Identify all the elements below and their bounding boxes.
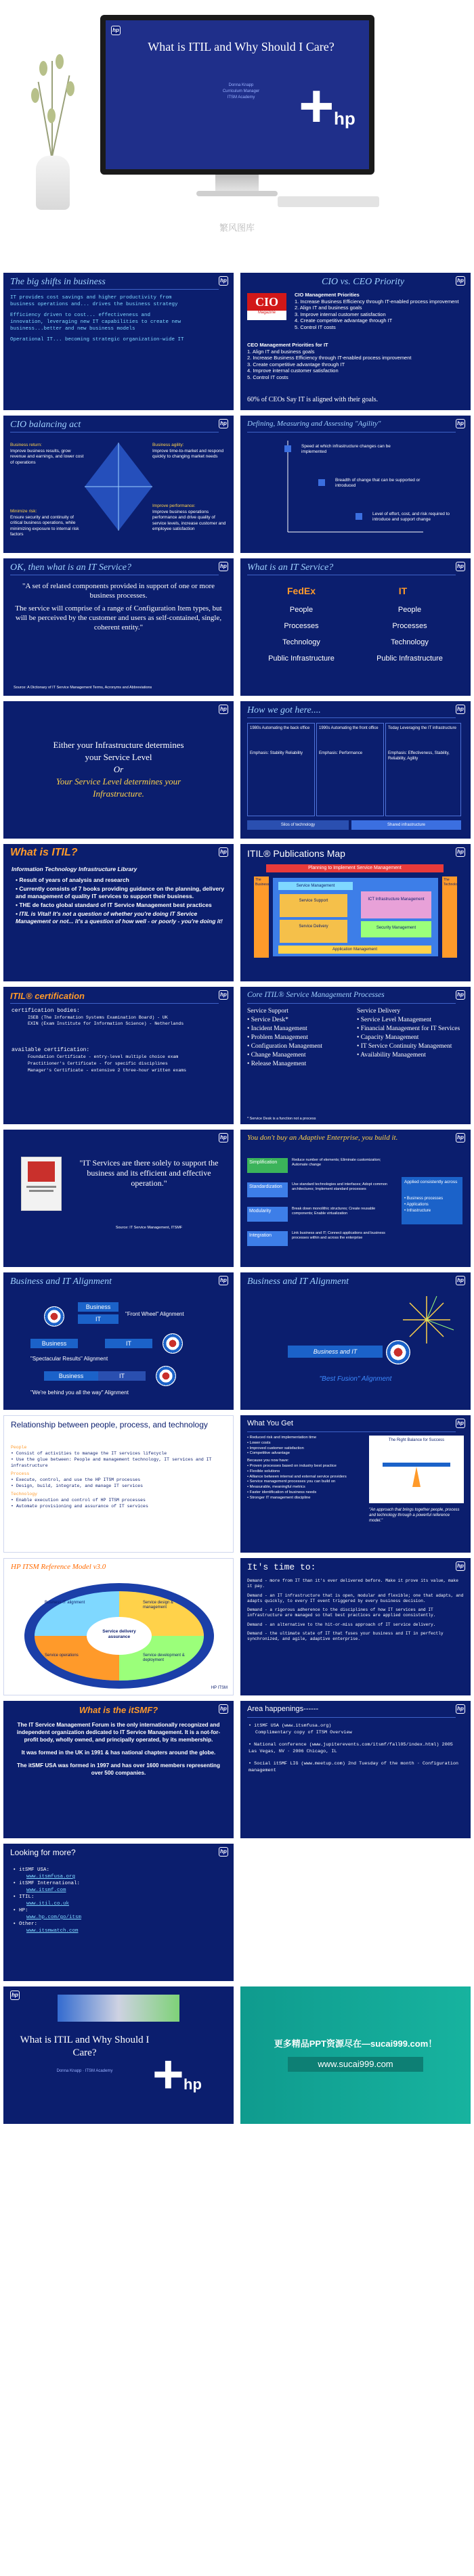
stage-simplification: Simplification xyxy=(247,1158,288,1173)
hp-plus-logo: + hp xyxy=(299,72,356,140)
business-agility: Business agility: Improve time-to-market and respond quickly to changing market needs xyxy=(152,443,224,459)
service-management-block: Service Management Service Support Service Delivery ICT Infrastructure Management Security Management Application Management xyxy=(273,878,438,956)
hp-logo-icon: hp xyxy=(219,705,228,714)
model-center: Service delivery assurance xyxy=(102,1629,136,1639)
hp-logo-icon: hp xyxy=(111,26,121,35)
slide-title: Business and IT Alignment xyxy=(247,1276,349,1287)
slide-core-processes xyxy=(240,987,471,1124)
planning-bar: Planning to Implement Service Management xyxy=(266,864,444,872)
slide-title: What is an IT Service? xyxy=(247,562,334,573)
slide-certification xyxy=(3,987,234,1124)
service-support-list: Service Support • Service Desk* • Incident Management • Problem Management • Configuration Management • Change Management • Release Management xyxy=(247,1008,322,1067)
hp-logo-icon: hp xyxy=(219,990,228,1000)
slide-title: The big shifts in business xyxy=(10,277,106,287)
what-you-get-list: • Reduced risk and implementation time • Lower costs • Improved customer satisfaction • Competitive advantage Because you now have: • Proven processes based on industry best practice • Flexible solutions • Alliance between internal and external service providers • Service management processes you can build on • Measurable, meaningful metrics • Faster identification of business needs • Stronger IT management discipline xyxy=(247,1436,347,1500)
balance-diamond-icon xyxy=(85,443,152,531)
behind-label: "We're behind you all the way" Alignment xyxy=(30,1390,129,1396)
slide-how-got-here xyxy=(240,701,471,839)
slide-title: Looking for more? xyxy=(10,1848,76,1857)
slide-hp-model: HP ITSM Reference Model v3.0 Service delivery assurance Business-IT alignment Service design & management Service development & deployment Service operations HP ITSM xyxy=(3,1558,234,1695)
hp-logo-icon: hp xyxy=(456,847,465,857)
business-arrow: Business xyxy=(78,1302,118,1312)
slide-title: CIO vs. CEO Priority xyxy=(322,277,405,287)
cert-bodies: certification bodies: ISEB (The Information Systems Examination Board) - UK EXIN (Exam Institute for Information Science) - Netherlands xyxy=(12,1008,184,1026)
applied-across-box: Applied consistently across • Business processes • Applications • Infrastructure xyxy=(402,1177,462,1224)
slide-title: What is the itSMF? xyxy=(79,1705,158,1715)
monitor-screen xyxy=(100,15,374,175)
quote-source: Source: A Dictionary of IT Service Management Terms, Acronyms and Abbreviations xyxy=(14,686,152,690)
hp-logo-icon: hp xyxy=(219,419,228,428)
front-wheel-label: "Front Wheel" Alignment xyxy=(125,1311,184,1317)
slide-either-or xyxy=(3,701,234,839)
slide-alignment-right xyxy=(240,1272,471,1410)
slide-looking-more xyxy=(3,1844,234,1981)
happenings-list: • itSMF USA (www.itsmfusa.org) Complimentary copy of ITSM Overview • National conference (www.jupiterevents.com/itsmf/fall05/index.html) 2005 Las Vegas, NV · 2006 Chicago, IL • Social itSMF LIG (www.meetup.com) 2nd Tuesday of the month · Configuration management xyxy=(249,1723,459,1773)
agility-breadth: Breadth of change that can be supported or introduced xyxy=(335,478,421,488)
it-header: IT xyxy=(398,585,408,596)
fedex-column: People Processes Technology Public Infrastructure xyxy=(268,606,335,663)
slide-title: How we got here.... xyxy=(247,705,321,715)
slide-it-services-quote xyxy=(3,1130,234,1267)
cert-available: available certification: Foundation Certificate - entry-level multiple choice exam Practitioner's Certificate - for specific disciplines Manager's Certificate - extensive 2 three-hour written exams xyxy=(12,1047,187,1073)
slide-title: You don't buy an Adaptive Enterprise, you build it. xyxy=(247,1134,398,1142)
quote-source: Source: IT Service Management, ITSMF xyxy=(115,1226,183,1230)
slide-title: What is ITIL? xyxy=(10,847,78,858)
hp-logo-icon: hp xyxy=(219,1276,228,1285)
hp-plus-logo: + hp xyxy=(152,2044,202,2104)
hp-logo-icon: hp xyxy=(456,1276,465,1285)
hp-logo-icon: hp xyxy=(10,1991,20,2000)
agility-speed: Speed at which infrastructure changes can be implemented xyxy=(301,444,391,454)
link-itsmfusa[interactable]: www.itsmfusa.org xyxy=(26,1874,76,1880)
era-1980s: 1980s Automating the back office Emphasis: Stability Reliability xyxy=(247,723,315,816)
hp-logo-icon: hp xyxy=(219,1133,228,1142)
slide-title: Area happenings------ xyxy=(247,1705,319,1713)
what-you-get-quote: "An approach that brings together people, process and technology through a powerful reference model." xyxy=(369,1508,460,1523)
agility-effort: Level of effort, cost, and risk required to introduce and support change xyxy=(372,512,450,522)
hp-logo-icon: hp xyxy=(456,705,465,714)
business-return: Business return: Improve business results, grow revenue and earnings, and lower cost of operations xyxy=(10,443,84,465)
it-column: People Processes Technology Public Infrastructure xyxy=(376,606,443,663)
ceo-footer: 60% of CEOs Say IT is aligned with their goals. xyxy=(247,396,379,403)
business-side xyxy=(254,876,269,958)
target-icon xyxy=(386,1340,410,1364)
hero-subtitle: Donna Knapp Curriculum Manager ITSM Academy xyxy=(222,83,260,99)
service-delivery-list: Service Delivery • Service Level Management • Financial Management for IT Services • Capacity Management • IT Service Continuity Management • Availability Management xyxy=(357,1008,460,1059)
people-photo xyxy=(58,1995,179,2022)
monitor-stand xyxy=(215,175,259,192)
it-services-quote: "IT Services are there solely to support the business and its efficient and effective operation." xyxy=(79,1158,219,1188)
it-arrow: IT xyxy=(78,1314,118,1324)
slide-its-time xyxy=(240,1558,471,1695)
target-icon xyxy=(156,1366,176,1386)
arrow-silos: Silos of technology xyxy=(247,820,349,830)
era-1990s: 1990s Automating the front office Emphasis: Performance xyxy=(316,723,384,816)
book-cover-icon xyxy=(21,1157,62,1211)
keyboard xyxy=(278,196,379,207)
slide-body: IT provides cost savings and higher productivity from business operations and... drives the business strategy Efficiency driven to cost... effectiveness and innovation, leveraging new IT capabilities to create new business...better and new business models Operational IT... becoming strategic organization-wide IT xyxy=(10,295,184,342)
fusion-arrow: Business and IT xyxy=(288,1346,383,1358)
hp-logo-icon: hp xyxy=(456,276,465,286)
technology-side xyxy=(442,876,457,958)
slide-title: Core ITIL® Service Management Processes xyxy=(247,991,385,999)
cio-magazine-logo: CIO Magazine xyxy=(247,293,286,320)
hp-logo-icon: hp xyxy=(219,1704,228,1714)
slide-title: HP ITSM Reference Model v3.0 xyxy=(11,1563,106,1571)
hp-logo-icon: hp xyxy=(456,990,465,1000)
slide-area-happenings xyxy=(240,1701,471,1838)
hp-logo-icon: hp xyxy=(219,562,228,571)
slide-cio-priority xyxy=(240,273,471,410)
slide-title: Defining, Measuring and Assessing "Agility" xyxy=(247,420,381,428)
fusion-label: "Best Fusion" Alignment xyxy=(319,1375,392,1383)
slide-itsmf xyxy=(3,1701,234,1838)
hero-caption: 繁风图库 xyxy=(219,223,255,233)
slide-title: ITIL® Publications Map xyxy=(247,848,345,859)
hp-logo-icon: hp xyxy=(456,1561,465,1571)
slide-ok-it-service xyxy=(3,558,234,696)
stage-integration: Integration xyxy=(247,1231,288,1246)
closing-title: What is ITIL and Why Should I Care? xyxy=(20,2035,150,2058)
promo-line-1: 更多精品PPT资源尽在—sucai999.com！ xyxy=(274,2039,437,2049)
slide-title: CIO balancing act xyxy=(10,420,81,430)
hp-logo-icon: hp xyxy=(456,1704,465,1714)
hp-logo-icon: hp xyxy=(456,419,465,428)
link-itil[interactable]: www.itil.co.uk xyxy=(26,1901,70,1907)
hp-logo-icon: hp xyxy=(219,847,228,857)
hero-banner xyxy=(0,0,474,237)
slide-cio-balancing xyxy=(3,416,234,553)
closing-sub: Donna Knapp · ITSM Academy xyxy=(56,2069,113,2073)
fedex-header: FedEx xyxy=(286,585,316,596)
link-itsmf[interactable]: www.itsmf.com xyxy=(26,1888,66,1893)
slide-title: ITIL® certification xyxy=(10,991,85,1001)
monitor-base xyxy=(196,191,278,196)
hp-logo-icon: hp xyxy=(219,1847,228,1857)
stage-standardization: Standardization xyxy=(247,1182,288,1197)
link-other[interactable]: www.itsmwatch.com xyxy=(26,1928,79,1934)
slide-big-shifts xyxy=(3,273,234,410)
balance-diagram: The Right Balance for Success xyxy=(369,1436,464,1503)
hp-logo-icon: hp xyxy=(219,276,228,286)
slide-itil-map: hp ITIL® Publications Map Planning to Implement Service Management The Business The Technology Service Management Service Support Service Delivery ICT Infrastructure Management Security Management Application Management xyxy=(240,844,471,981)
itil-acronym: Information Technology Infrastructure Library xyxy=(12,866,137,872)
spectacular-label: "Spectacular Results" Alignment xyxy=(30,1356,108,1362)
core-footnote: * Service Desk is a function not a process xyxy=(247,1117,316,1121)
slide-title: What You Get xyxy=(247,1419,293,1427)
slide-what-is-itil xyxy=(3,844,234,981)
its-time-list: Demand - more from IT than it's ever delivered before. Make it prove its value, make it pay. Demand - an IT infrastructure that is open, modular and flexible; one that adapts, and adapts quickly, to every IT event triggered by every business decision. Demand - a rigorous adherence to the disciplines of how IT services and IT infrastructure are managed so that best practices are applied consistently. Demand - an alternative to the hit-or-miss approach of IT service delivery. Demand - the ultimate state of IT that fuses your business and IT in perfectly synchronized, and agile, adaptive enterprise. xyxy=(247,1578,464,1642)
hp-logo-icon: hp xyxy=(456,1133,465,1142)
slide-defining-agility xyxy=(240,416,471,553)
itsmf-body: The IT Service Management Forum is the only internationally recognized and independent organization dedicated to IT Service Management. It is a not-for-profit body, wholly owned, and principally operated, by its membership. It was formed in the UK in 1991 & has national chapters around the globe. The itSMF USA was formed in 1997 and has over 1600 members representing over 500 companies. xyxy=(16,1722,221,1776)
slide-what-you-get xyxy=(240,1415,471,1553)
promo-banner[interactable] xyxy=(240,1986,471,2124)
links-list: • itSMF USA: www.itsmfusa.org • itSMF International: www.itsmf.com • ITIL: www.itil.co.uk • HP: www.hp.com/go/itsm • Other: www.itsmwatch.com xyxy=(13,1867,223,1934)
slide-closing xyxy=(3,1986,234,2124)
vase-illustration xyxy=(12,41,93,217)
slide-title: Relationship between people, process, and technology xyxy=(11,1420,208,1429)
slide-title: OK, then what is an IT Service? xyxy=(10,562,132,573)
improve-performance: Improve performance: Improve business operations performance and drive quality of service levels, increase customer and employee satisfaction xyxy=(152,504,226,531)
hp-logo-icon: hp xyxy=(456,562,465,571)
slide-what-is-it-service xyxy=(240,558,471,696)
either-text: Either your Infrastructure determines your Service Level Or Your Service Level determines your Infrastructure. xyxy=(53,740,184,799)
slide-alignment-left: hp Business and IT Alignment Business IT "Front Wheel" Alignment Business IT "Spectacular Results" Alignment Business IT "We're behind you all the way" Alignment xyxy=(3,1272,234,1410)
slide-adaptive-enterprise: hp You don't buy an Adaptive Enterprise, you build it. Simplification Standardization Modularity Integration Reduce number of elements; Eliminate customization; Automate change Use standard technologies and interfaces; Adopt common architectures; Implement standard processes Break down monolithic structures; Create reusable components; Enable virtualization Link business and IT; Connect applications and business processes within and across the enterprise Applied consistently across • Business processes • Applications • Infrastructure xyxy=(240,1130,471,1267)
hero-title: What is ITIL and Why Should I Care? xyxy=(148,40,335,53)
slide-title: It's time to: xyxy=(247,1562,316,1572)
slide-title: Business and IT Alignment xyxy=(10,1276,112,1287)
hp-logo-icon: hp xyxy=(456,1419,465,1428)
relationship-body: People • Consist of activities to manage the IT services lifecycle • Use the glue between: People and management technology, IT services and IT infrastructure Process • Execute, control, and use the HP ITSM processes • Design, build, integrate, and manage IT services Technology • Enable execution and control of HP ITSM processes • Automate provisioning and assurance of IT services xyxy=(11,1445,212,1509)
stage-modularity: Modularity xyxy=(247,1207,288,1222)
slide-relationship xyxy=(3,1415,234,1553)
era-today: Today Leveraging the IT infrastructure Emphasis: Effectiveness, Stability, Reliability, Agility xyxy=(385,723,461,816)
arrow-shared: Shared infrastructure xyxy=(351,820,461,830)
promo-line-2[interactable]: www.sucai999.com xyxy=(288,2057,423,2072)
minimize-risk: Minimize risk: Ensure security and continuity of critical business operations, while minimizing exposure to internal risk factors xyxy=(10,509,79,537)
target-icon xyxy=(44,1306,64,1327)
itil-bullets: • Result of years of analysis and research • Currently consists of 7 books providing guidance on the planning, delivery and management of quality IT services to support their business. • THE de facto global standard of IT Service Management best practices • ITIL is Vital! It's not a question of whether you're doing IT Service Management or not... it's a question of how well - or poorly - you're doing it! xyxy=(16,876,225,927)
ceo-priorities: CEO Management Priorities for IT 1. Align IT and business goals 2. Increase Business Efficiency through IT-enabled process improvement 3. Create competitive advantage through IT 4. Improve internal customer satisfaction 5. Control IT costs xyxy=(247,342,412,380)
fireworks-icon xyxy=(396,1293,457,1347)
cio-priorities: CIO Management Priorities 1. Increase Business Efficiency through IT-enabled process improvement 2. Align IT and business goals 3. Improve internal customer satisfaction 4. Create competitive advantage through IT 5. Control IT costs xyxy=(295,292,459,330)
target-icon xyxy=(163,1333,183,1354)
link-hp[interactable]: www.hp.com/go/itsm xyxy=(26,1915,82,1920)
it-service-quote: "A set of related components provided in support of one or more business processes. The service will comprise of a range of Configuration Item types, but will be perceived by the customer and users as self-contained, single, coherent entity." xyxy=(15,582,222,631)
